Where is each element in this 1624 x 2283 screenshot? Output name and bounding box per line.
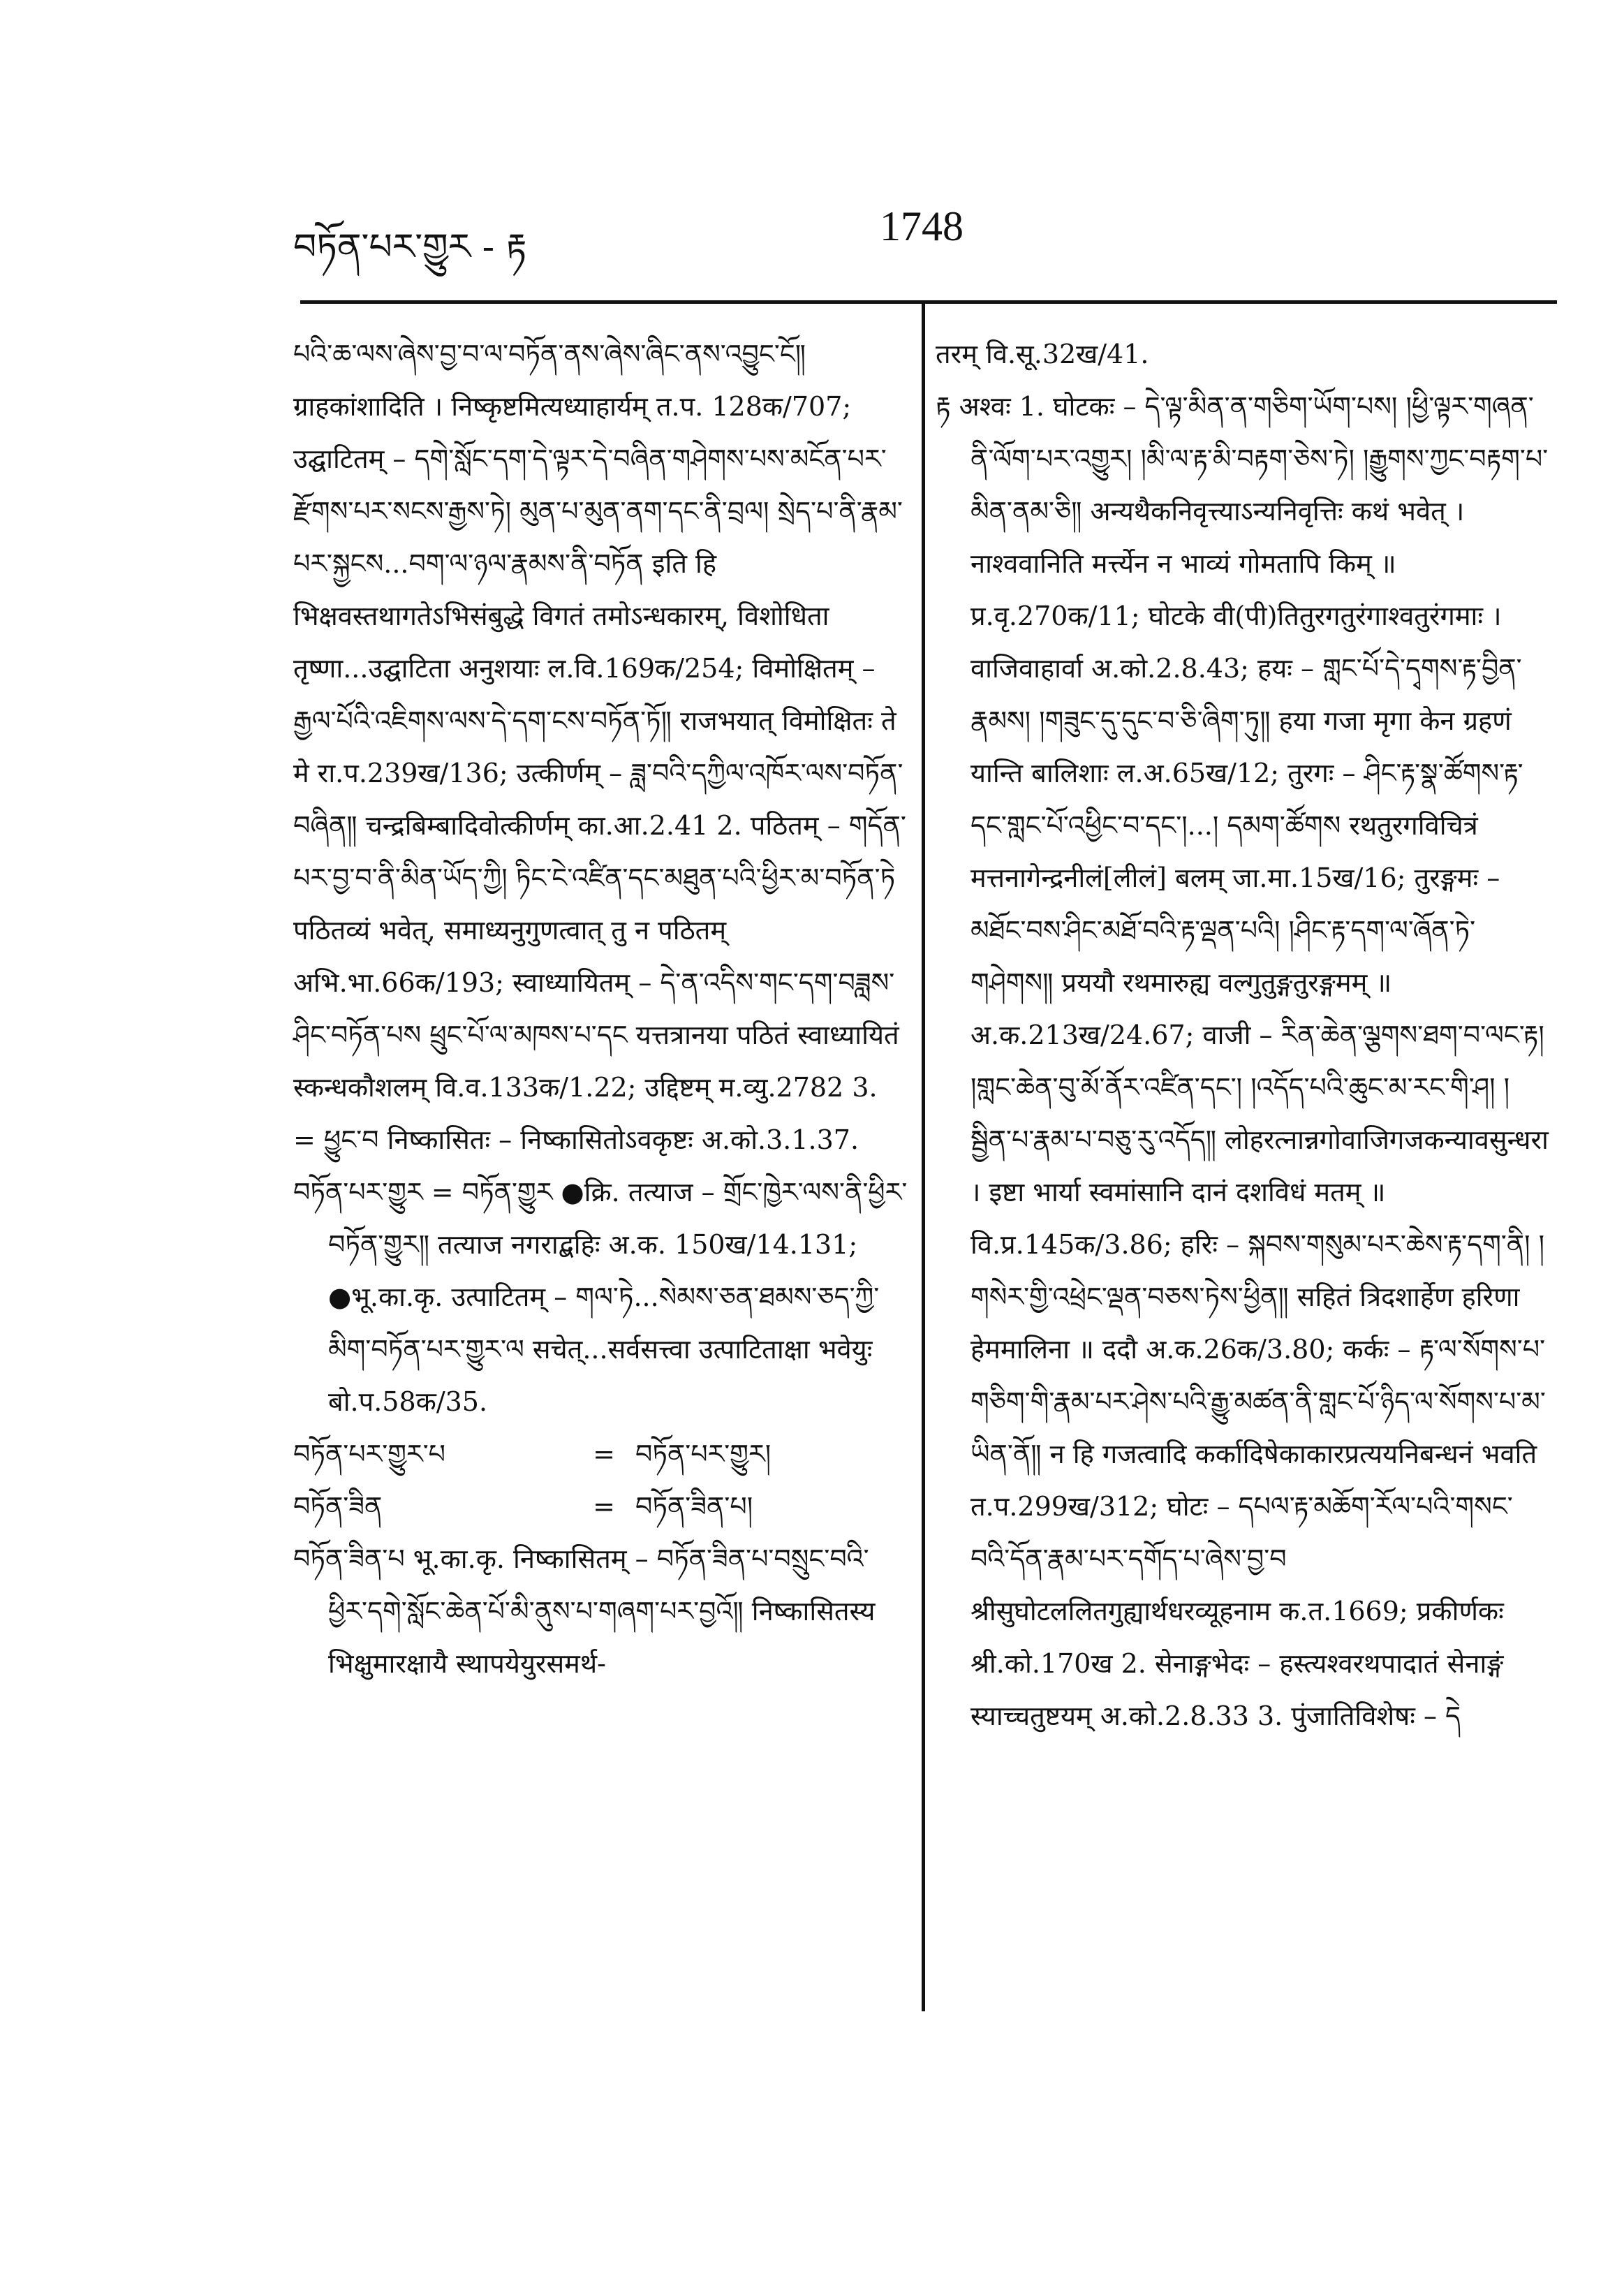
entry-continuation: तरम् वि.सू.32ख/41.: [936, 339, 1149, 369]
cross-reference-row: [293, 1481, 908, 1533]
top-rule: [300, 300, 1557, 304]
equals-sign: =: [593, 1439, 615, 1469]
cross-reference-headword: བཏོན་པར་གྱུར་པ: [293, 1439, 446, 1469]
equals-sign: =: [593, 1491, 615, 1522]
dictionary-entry: བཏོན་པར་གྱུར = བཏོན་གྱུར ●क्रि. तत्याज – གྲོང་ཁྱེར་ལས་ནི་ཕྱིར་བཏོན་གྱུར༎ तत्याज नगराद्बहिः अ.क. 150ख/14.131; ●भू.का.कृ. उत्पाटितम् – གལ་ཏེ...སེམས་ཅན་ཐམས་ཅད་ཀྱི་མིག་བཏོན་པར་གྱུར་ལ सचेत्...सर्वसत्त्वा उत्पाटिताक्षा भवेयुः बो.प.58क/35.: [293, 1177, 908, 1417]
entry-continuation: པའི་ཆ་ལས་ཞེས་བྱ་བ་ལ་བཏོན་ནས་ཞེས་ཞིང་ནས་འབྱུང་ངོ༎ ग्राहकांशादिति । निष्कृष्टमित्यध्याहार्यम् त.प. 128क/707; उद्घाटितम् – དགེ་སློང་དག་དེ་ལྟར་དེ་བཞིན་གཤེགས་པས་མངོན་པར་རྫོགས་པར་སངས་རྒྱས་ཏེ། མུན་པ་མུན་ནག་དང་ནི་བྲལ། སྲེད་པ་ནི་རྣམ་པར་སྐྱངས...བག་ལ་ཉལ་རྣམས་ནི་བཏོན इति हि भिक्षवस्तथागतेऽभिसंबुद्धे विगतं तमोऽन्धकारम्, विशोधिता तृष्णा...उद्घाटिता अनुशयाः ल.वि.169क/254; विमोक्षितम् – རྒྱལ་པོའི་འཇིགས་ལས་དེ་དག་ངས་བཏོན་ཏོ༎ राजभयात् विमोक्षितः ते मे रा.प.239ख/136; उत्कीर्णम् – ཟླ་བའི་དཀྱིལ་འཁོར་ལས་བཏོན་བཞིན༎ चन्द्रबिम्बादिवोत्कीर्णम् का.आ.2.41 2. पठितम् – གདོན་པར་བྱ་བ་ནི་མིན་ཡོད་ཀྱི། ཏིང་ངེ་འཛིན་དང་མཐུན་པའི་ཕྱིར་མ་བཏོན་ཏེ पठितव्यं भवेत्, समाध्यनुगुणत्वात् तु न पठितम् अभि.भा.66क/193; स्वाध्यायितम् – དེ་ན་འདིས་གང་དག་བཟླས་ཤིང་བཏོན་པས ཕྲུང་པོ་ལ་མཁས་པ་དང यत्तत्रानया पठितं स्वाध्यायितं स्कन्धकौशलम् वि.व.133क/1.22; उद्दिष्टम् म.व्यु.2782 3. = ཕྱུང་བ निष्कासितः – निष्कासितोऽवकृष्टः अ.को.3.1.37.: [293, 339, 906, 1155]
running-head: བཏོན་པར་གྱུར - རྟ: [293, 226, 527, 268]
left-column: [293, 328, 908, 1690]
dictionary-entry: རྟ अश्वः 1. घोटकः – དེ་ལྟ་མིན་ན་གཅིག་ཡོག་པས། །ཕྱི་ལྟར་གཞན་ནི་ལོག་པར་འགྱུར། །མི་ལ་རྟ་མི་བརྟག་ཅེས་ཏེ། །རྒྱུགས་ཀྱང་བརྟག་པ་མིན་ནམ་ཅི༎ अन्यथैकनिवृत्त्याऽन्यनिवृत्तिः कथं भवेत् । नाश्ववानिति मर्त्त्येन न भाव्यं गोमतापि किम् ॥ प्र.वृ.270क/11; घोटके वी(पी)तितुरगतुरंगाश्वतुरंगमाः । वाजिवाहार्वा अ.को.2.8.43; हयः – གླང་པོ་དེ་དྭགས་རྟ་བྱིན་རྣམས། །གཟུང་དུ་དུང་བ་ཅི་ཞིག་ཏུ༎ हया गजा मृगा केन ग्रहणं यान्ति बालिशाः ल.अ.65ख/12; तुरगः – ཤིང་རྟ་སྣ་ཚོགས་རྟ་དང་གླང་པོ་འཕྱིང་བ་དང་།...། དམག་ཚོགས रथतुरगविचित्रं मत्तनागेन्द्रनीलं[लीलं] बलम् जा.मा.15ख/16; तुरङ्गमः – མཐོང་བས་ཤིང་མཐོ་བའི་རྟ་ལྡན་པའི། །ཤིང་རྟ་དག་ལ་ཞོན་ཏེ་གཤེགས༎ प्रययौ रथमारुह्य वल्गुतुङ्गतुरङ्गमम् ॥ अ.क.213ख/24.67; वाजी – རིན་ཆེན་ལྕགས་ཐག་བ་ལང་རྟ། །གླང་ཆེན་བུ་མོ་ནོར་འཛིན་དང་། །འདོད་པའི་ཆུང་མ་རང་གི་ཤ། །སྦྱིན་པ་རྣམ་པ་བཅུ་རུ་འདོད༎ लोहरत्नान्नगोवाजिगजकन्यावसुन्धरा । इष्टा भार्या स्वमांसानि दानं दशविधं मतम् ॥ वि.प्र.145क/3.86; हरिः – སྐབས་གསུམ་པར་ཆེས་རྟ་དག་ནི། །གསེར་གྱི་འཕྲེང་ལྡན་བཅས་ཏེས་ཕྱིན༎ सहितं त्रिदशार्हेण हरिणा हेममालिना ॥ ददौ अ.क.26क/3.80; कर्कः – རྟ་ལ་སོགས་པ་གཅིག་གི་རྣམ་པར་ཤེས་པའི་རྒྱུ་མཚན་ནི་གླང་པོ་ཉིད་ལ་སོགས་པ་མ་ཡིན་ནོ༎ न हि गजत्वादि कर्कादिषेकाकारप्रत्ययनिबन्धनं भवति त.प.299ख/312; घोटः – དཔལ་རྟ་མཆོག་རོལ་པའི་གསང་བའི་དོན་རྣམ་པར་དགོད་པ་ཞེས་བྱ་བ श्रीसुघोटललितगुह्यार्थधरव्यूहनाम क.त.1669; प्रकीर्णकः श्री.को.170ख 2. सेनाङ्गभेदः – हस्त्यश्वरथपादातं सेनाङ्गं स्याच्चतुष्टयम् अ.को.2.8.33 3. पुंजातिविशेषः – དེ: [936, 391, 1549, 1731]
page-number: 1748: [880, 203, 964, 249]
cross-reference-target: བཏོན་ཟིན་པ།: [635, 1491, 753, 1522]
cross-reference-row: [293, 1428, 908, 1481]
column-divider: [922, 300, 925, 2011]
right-column: [936, 328, 1550, 1742]
dictionary-entry: བཏོན་ཟིན་པ भू.का.कृ. निष्कासितम् – བཏོན་ཟིན་པ་བསྲུང་བའི་ཕྱིར་དགེ་སློང་ཆེན་པོ་མི་ནུས་པ་གཞག་པར་བྱའོ༎ निष्कासितस्य भिक्षुमारक्षायै स्थापयेयुरसमर्थ-: [293, 1543, 876, 1679]
cross-reference-headword: བཏོན་ཟིན: [293, 1491, 383, 1522]
cross-reference-target: བཏོན་པར་གྱུར།: [635, 1439, 772, 1469]
